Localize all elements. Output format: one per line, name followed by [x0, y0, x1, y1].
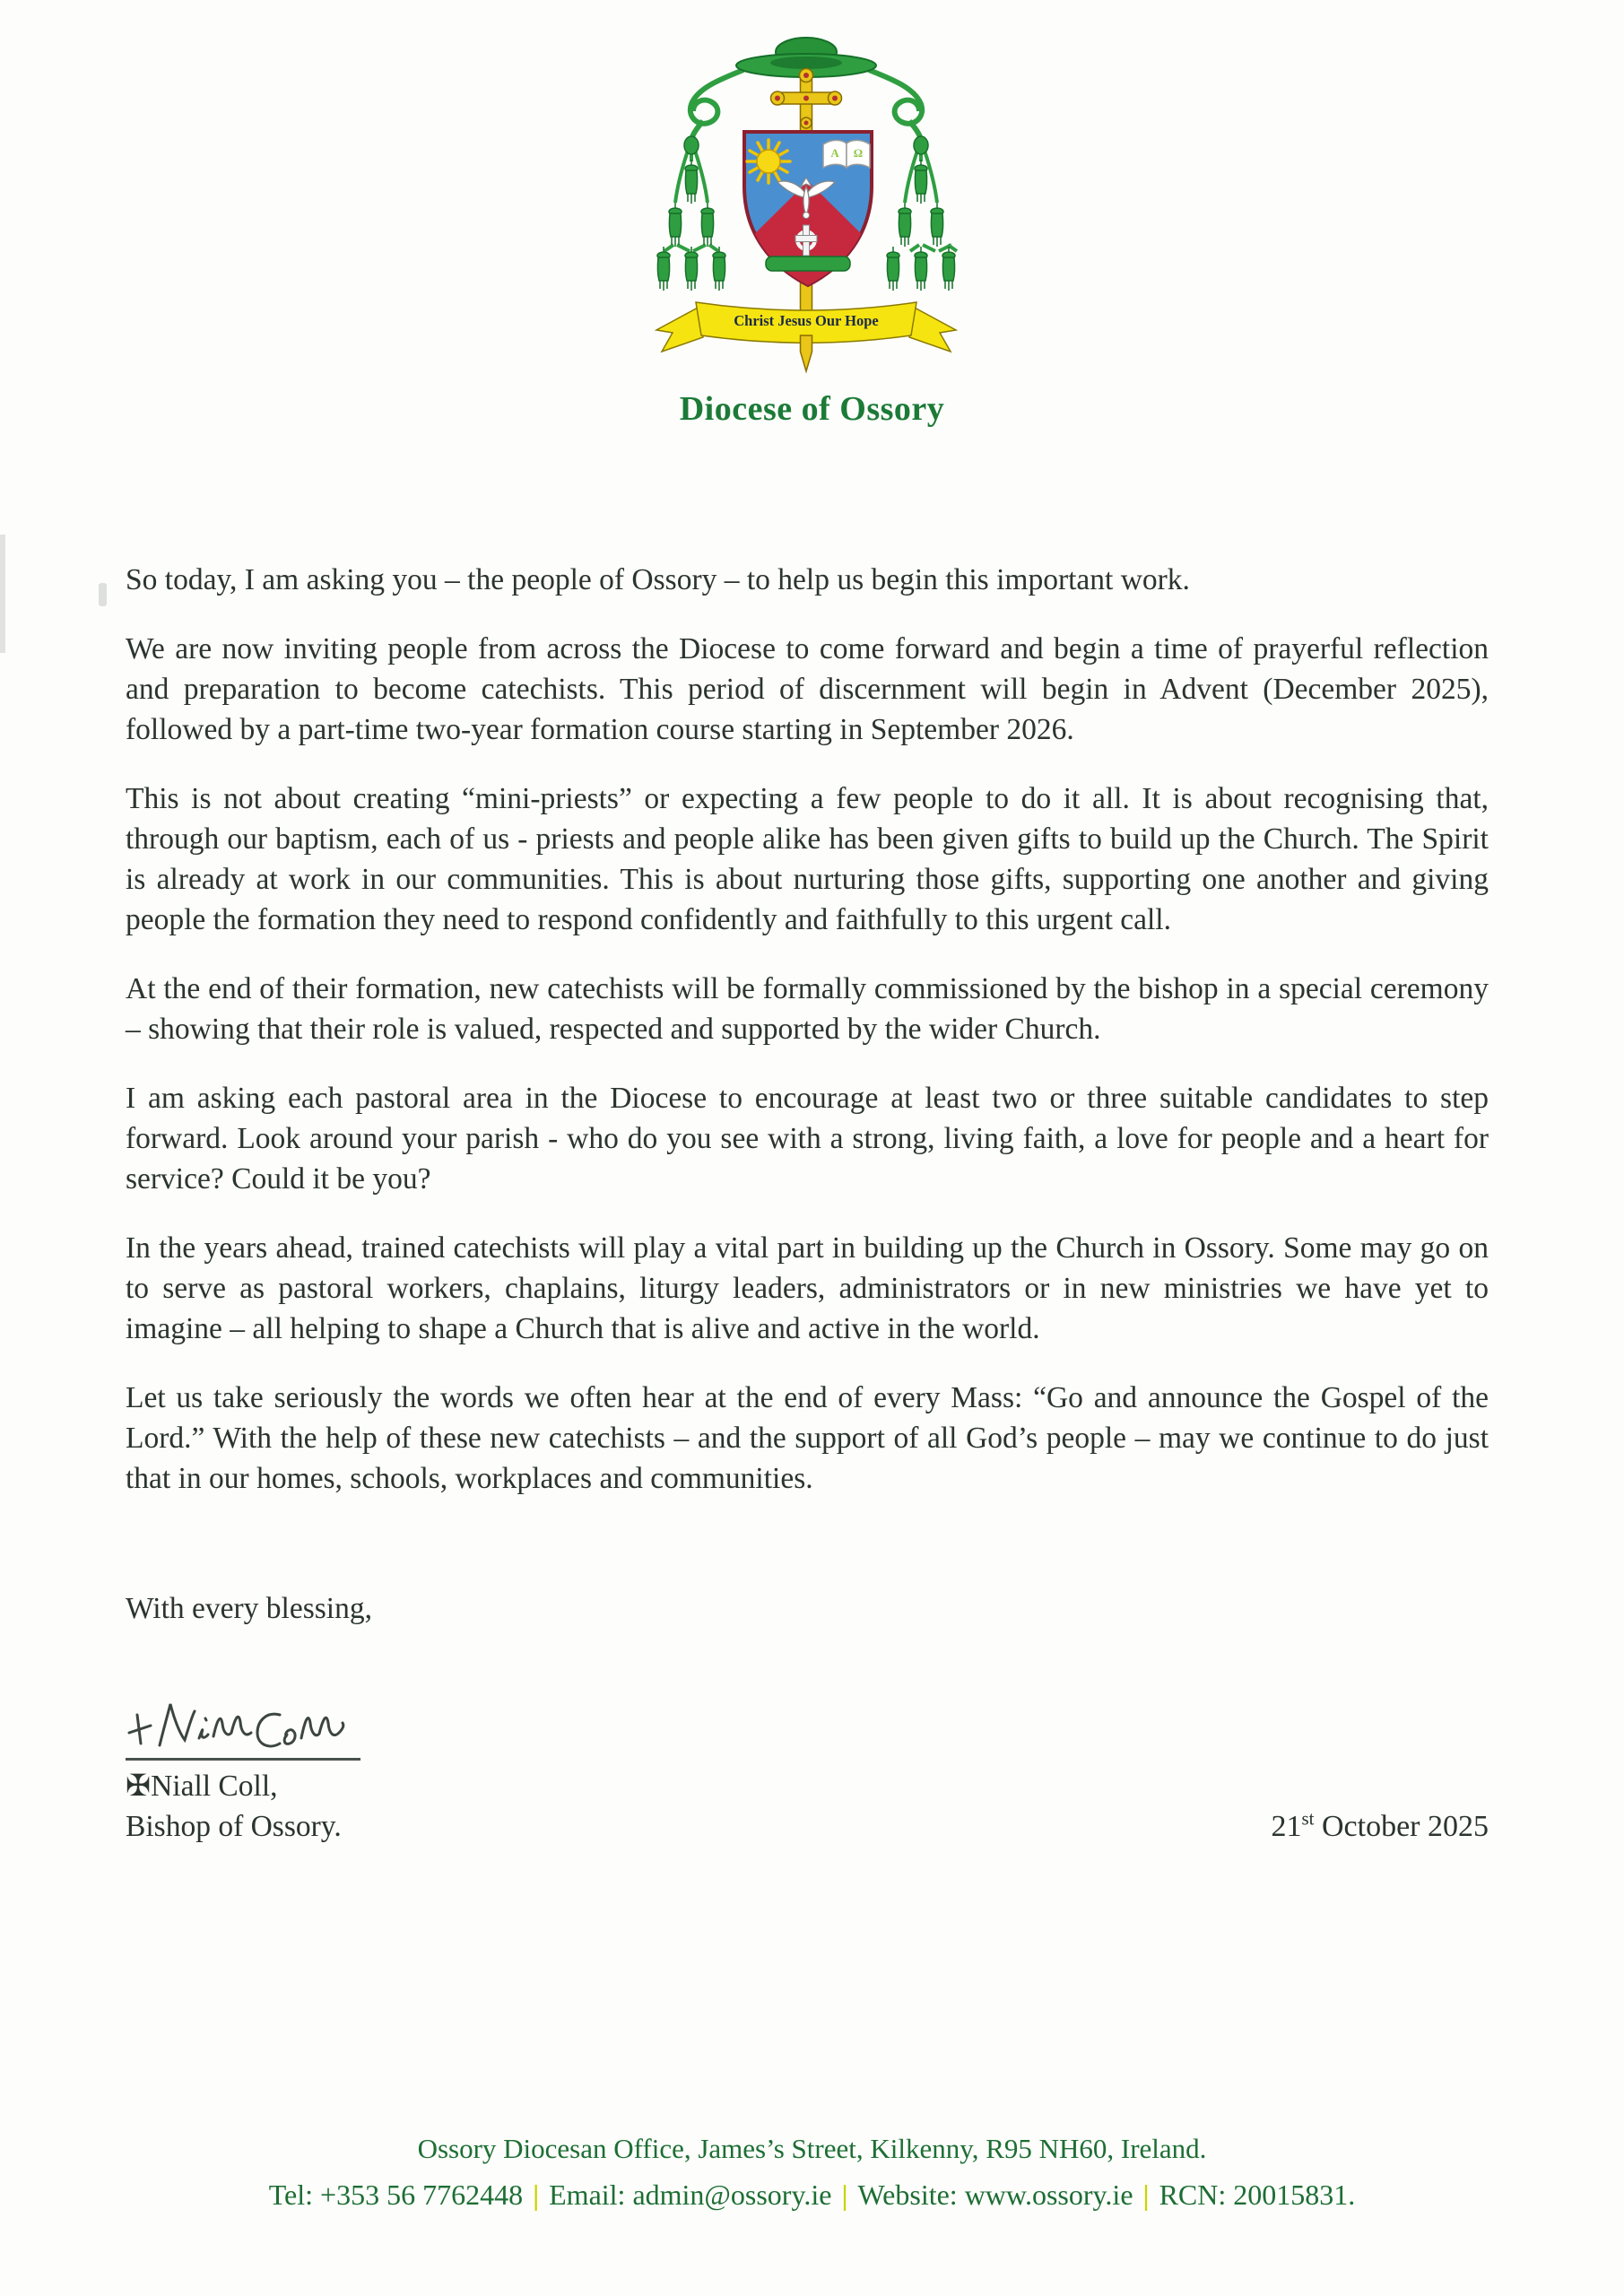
footer-tel: Tel: +353 56 7762448 — [268, 2179, 524, 2211]
letter-body — [126, 560, 1489, 1847]
handwritten-signature — [126, 1693, 368, 1763]
signatory-title: Bishop of Ossory. — [126, 1810, 342, 1843]
scan-artifact — [99, 583, 107, 606]
episcopal-cross-icon: ✠ — [126, 1770, 152, 1803]
shield — [741, 132, 875, 289]
scan-edge-artifact — [0, 535, 5, 653]
footer-separator: | — [533, 2179, 540, 2211]
page-title: Diocese of Ossory — [679, 390, 945, 428]
footer-rcn: RCN: 20015831. — [1159, 2179, 1356, 2211]
paragraph: In the years ahead, trained catechists will play a vital part in building up the Church in Ossory. Some may go on to serve as pastoral workers, chaplains, liturgy leaders, administrators or in new ministries we have yet to imagine – all helping to shape a Church that is alive and active in the world. — [126, 1231, 1489, 1345]
coat-of-arms-icon — [651, 36, 974, 386]
paragraph: We are now inviting people from across the Diocese to come forward and begin a time of prayerful reflection and preparation to become catechists. This period of discernment will begin in Advent (December 2025), followed by a part-time two-year formation course starting in September 2026. — [126, 632, 1489, 746]
paragraph: At the end of their formation, new catechists will be formally commissioned by the bishop in a special ceremony – showing that their role is valued, respected and supported by the wider Church. — [126, 972, 1489, 1046]
letter-date: 21st October 2025 — [1271, 1807, 1489, 1843]
footer-website: Website: www.ossory.ie — [857, 2179, 1133, 2211]
alpha-letter: Α — [829, 146, 839, 160]
green-mound — [766, 257, 850, 271]
motto-text: Christ Jesus Our Hope — [733, 312, 879, 329]
closing-line: With every blessing, — [126, 1592, 372, 1625]
signatory — [126, 1766, 342, 1847]
signature-block — [126, 1693, 1489, 1847]
omega-letter: Ω — [853, 146, 863, 160]
diocese-crest — [0, 36, 1624, 390]
footer-separator: | — [1142, 2179, 1150, 2211]
paragraph: So today, I am asking you – the people of Ossory – to help us begin this important work. — [126, 563, 1190, 596]
footer-email: Email: admin@ossory.ie — [549, 2179, 832, 2211]
paragraph: Let us take seriously the words we often hear at the end of every Mass: “Go and announce the Gospel of the Lord.” With the help of these new catechists – and the support of all God’s people – may we continue to do just that in our homes, schools, workplaces and communities. — [126, 1381, 1489, 1495]
signatory-name: ✠Niall Coll, — [126, 1770, 278, 1803]
footer-separator: | — [841, 2179, 848, 2211]
signature-line — [126, 1758, 360, 1761]
letterhead-footer — [0, 2131, 1624, 2213]
paragraph: This is not about creating “mini-priests” or expecting a few people to do it all. It is about recognising that, through our baptism, each of us - priests and people alike has been given gifts to build up the Church. The Spirit is already at work in our communities. This is about nurturing those gifts, supporting one another and giving people the formation they need to respond confidently and faithfully to this urgent call. — [126, 782, 1489, 936]
paragraph: I am asking each pastoral area in the Diocese to encourage at least two or three suitable candidates to step forward. Look around your parish - who do you see with a strong, living faith, a love for people and a heart for service? Could it be you? — [126, 1082, 1489, 1196]
gospel-book-icon — [823, 140, 870, 168]
cross-tip — [800, 335, 812, 371]
signature-footer-row — [126, 1766, 1489, 1847]
footer-contact — [0, 2176, 1624, 2213]
footer-address: Ossory Diocesan Office, James’s Street, Kilkenny, R95 NH60, Ireland. — [417, 2133, 1207, 2164]
